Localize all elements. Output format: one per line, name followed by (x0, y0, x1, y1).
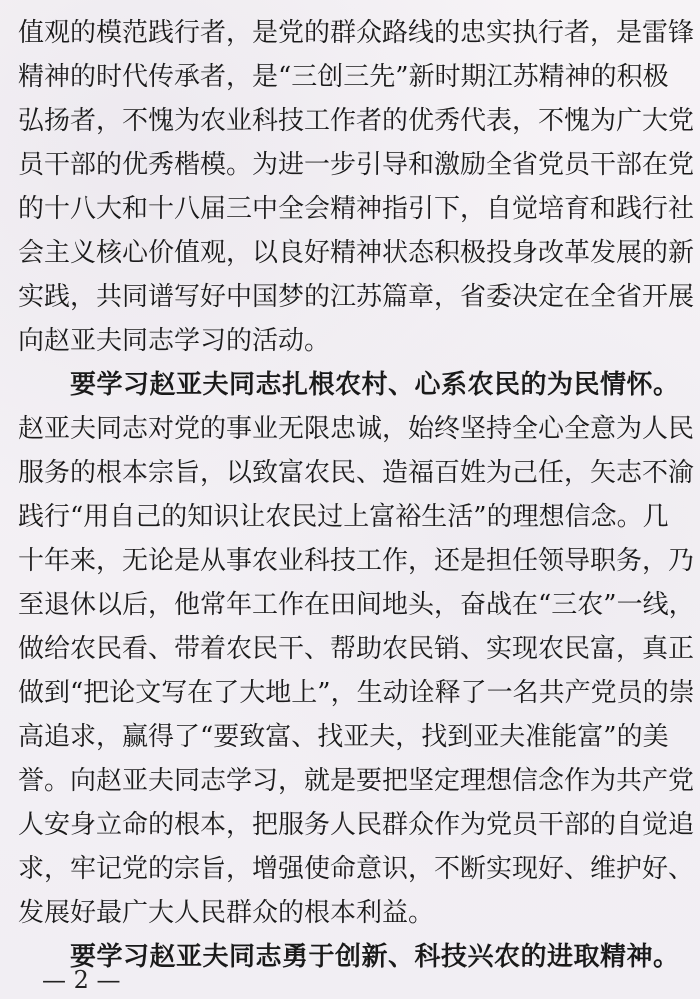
paragraph-line-3: 弘扬者，不愧为农业科技工作者的优秀代表，不愧为广大党 (18, 106, 695, 136)
section-heading-1: 要学习赵亚夫同志扎根农村、心系农民的为民情怀。 (70, 370, 680, 400)
paragraph-line-2: 精神的时代传承者，是“三创三先”新时期江苏精神的积极 (18, 62, 669, 92)
paragraph-line-17: 誉。向赵亚夫同志学习，就是要把坚定理想信念作为共产党 (18, 766, 695, 796)
paragraph-line-11: 践行“用自己的知识让农民过上富裕生活”的理想信念。几 (18, 502, 669, 532)
paragraph-line-18: 人安身立命的根本，把服务人民群众作为党员干部的自觉追 (18, 810, 695, 840)
paragraph-line-1: 值观的模范践行者，是党的群众路线的忠实执行者，是雷锋 (18, 18, 695, 48)
paragraph-line-20: 发展好最广大人民群众的根本利益。 (18, 898, 435, 928)
paragraph-line-16: 高追求，赢得了“要致富、找亚夫，找到亚夫准能富”的美 (18, 722, 669, 752)
paragraph-line-7: 实践，共同谱写好中国梦的江苏篇章，省委决定在全省开展 (18, 282, 695, 312)
paragraph-line-10: 服务的根本宗旨，以致富农民、造福百姓为己任，矢志不渝 (18, 458, 695, 488)
page-number: — 2 — (42, 966, 121, 994)
paragraph-line-9: 赵亚夫同志对党的事业无限忠诚，始终坚持全心全意为人民 (18, 414, 695, 444)
paragraph-line-13: 至退休以后，他常年工作在田间地头，奋战在“三农”一线， (18, 590, 695, 620)
paragraph-line-6: 会主义核心价值观，以良好精神状态积极投身改革发展的新 (18, 238, 695, 268)
paragraph-line-19: 求，牢记党的宗旨，增强使命意识，不断实现好、维护好、 (18, 854, 695, 884)
paragraph-line-4: 员干部的优秀楷模。为进一步引导和激励全省党员干部在党 (18, 150, 695, 180)
section-heading-2: 要学习赵亚夫同志勇于创新、科技兴农的进取精神。 (70, 942, 680, 972)
paragraph-line-5: 的十八大和十八届三中全会精神指引下，自觉培育和践行社 (18, 194, 695, 224)
paragraph-line-14: 做给农民看、带着农民干、帮助农民销、实现农民富，真正 (18, 634, 695, 664)
paragraph-line-8: 向赵亚夫同志学习的活动。 (18, 326, 331, 356)
paragraph-line-12: 十年来，无论是从事农业科技工作，还是担任领导职务，乃 (18, 546, 695, 576)
paragraph-line-15: 做到“把论文写在了大地上”，生动诠释了一名共产党员的崇 (18, 678, 695, 708)
